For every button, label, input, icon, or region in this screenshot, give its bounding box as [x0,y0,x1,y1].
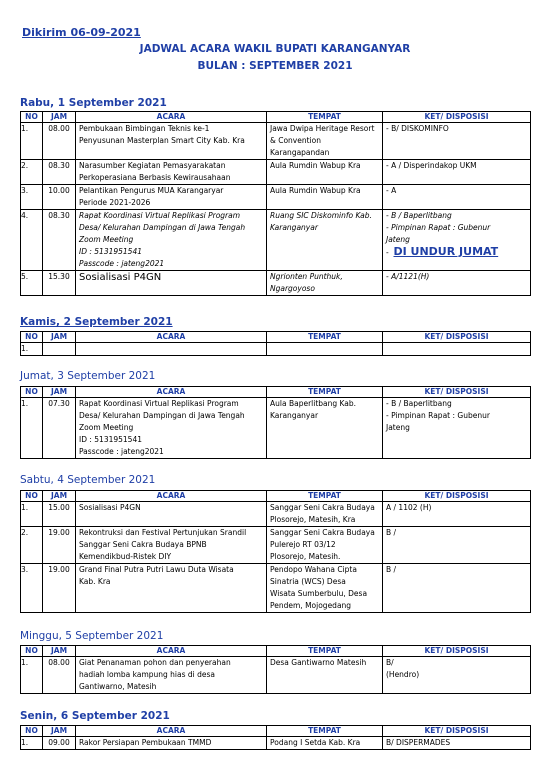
row-event [76,527,267,564]
table-row [21,398,531,459]
event-line: ID : 5131951541 [79,247,142,256]
row-time: 15.30 [43,271,76,296]
row-no: 1. [21,657,43,694]
place-line: Desa Gantiwarno Matesih [270,658,367,667]
col-acara: ACARA [76,112,267,123]
row-place [267,185,383,210]
event-line: Rekontruksi dan Festival Pertunjukan Srandil [79,528,247,537]
col-acara: ACARA [76,332,267,343]
row-event [76,398,267,459]
place-line: Pulerejo RT 03/12 [270,540,336,549]
day-heading: Sabtu, 4 September 2021 [20,474,156,486]
row-place [267,527,383,564]
place-line: Ngrionten Punthuk, [270,272,343,281]
row-note: B/ DISPERMADES [383,737,531,750]
row-note [383,160,531,185]
event-line: Passcode : jateng2021 [79,447,164,456]
note-line: B/ [386,658,394,667]
row-no: 2. [21,160,43,185]
event-line: Zoom Meeting [79,235,134,244]
day-heading: Kamis, 2 September 2021 [20,316,173,328]
page-title: JADWAL ACARA WAKIL BUPATI KARANGANYAR [139,43,411,55]
schedule-table [20,331,531,356]
place-line: Pendem, Mojogedang [270,601,352,610]
row-time: 15.00 [43,502,76,527]
row-no: 1. [21,343,43,356]
page-subtitle: BULAN : SEPTEMBER 2021 [197,60,353,72]
row-no: 1. [21,502,43,527]
col-tempat: TEMPAT [267,112,383,123]
table-row [21,123,531,160]
row-no: 1. [21,123,43,160]
col-acara: ACARA [76,491,267,502]
col-jam: JAM [43,726,76,737]
place-line: Aula Baperlitbang Kab. [270,399,357,408]
event-line: Grand Final Putra Putri Lawu Duta Wisata [79,565,234,574]
day-heading: Senin, 6 September 2021 [20,710,170,722]
row-place [267,123,383,160]
row-place [267,160,383,185]
postponed-note: DI UNDUR JUMAT [393,245,499,258]
table-row [21,343,531,356]
col-tempat: TEMPAT [267,726,383,737]
table-row [21,185,531,210]
event-line: Perkoperasiana Berbasis Kewirausahaan [79,173,231,182]
place-line: Plosorejo, Matesih, Kra [270,515,356,524]
col-ket: KET/ DISPOSISI [383,646,531,657]
row-event [76,271,267,296]
note-line: Jateng [386,423,410,432]
row-event [76,185,267,210]
col-jam: JAM [43,387,76,398]
schedule-table [20,111,531,296]
note-line: B / [386,528,397,537]
table-row [21,527,531,564]
col-no: NO [21,112,43,123]
row-no: 4. [21,210,43,271]
place-line: Ruang SIC Diskominfo Kab. [270,211,372,220]
col-jam: JAM [43,332,76,343]
place-line: Pendopo Wahana Cipta [270,565,357,574]
event-line: Kemendikbud-Ristek DIY [79,552,172,561]
table-row [21,160,531,185]
place-line: Karanganyar [270,223,318,232]
schedule-table [20,725,531,750]
event-line: Pelantikan Pengurus MUA Karangaryar [79,186,224,195]
col-jam: JAM [43,491,76,502]
event-line: Passcode : jateng2021 [79,259,165,268]
col-no: NO [21,387,43,398]
col-no: NO [21,491,43,502]
col-tempat: TEMPAT [267,491,383,502]
place-line: Jawa Dwipa Heritage Resort [270,124,375,133]
col-tempat: TEMPAT [267,387,383,398]
row-note [383,527,531,564]
row-place [267,564,383,613]
col-ket: KET/ DISPOSISI [383,112,531,123]
col-no: NO [21,646,43,657]
row-place [267,502,383,527]
row-note: - B / Baperlitbang - Pimpinan Rapat : Gubenur Jateng - DI UNDUR JUMAT [383,210,531,271]
row-place [267,210,383,271]
col-no: NO [21,726,43,737]
note-line: - A [386,186,397,195]
col-acara: ACARA [76,726,267,737]
table-row [21,271,531,296]
event-line: Gantiwarno, Matesih [79,682,157,691]
row-event [76,210,267,271]
row-time: 08.30 [43,160,76,185]
row-no: 1. [21,398,43,459]
table-header [21,646,531,657]
schedule-table [20,645,531,694]
row-note [383,657,531,694]
place-line: Aula Rumdin Wabup Kra [270,161,361,170]
row-no: 5. [21,271,43,296]
row-no: 1. [21,737,43,750]
note-line: - Pimpinan Rapat : Gubenur [386,223,491,232]
table-header [21,491,531,502]
row-time: 08.00 [43,123,76,160]
row-event [76,123,267,160]
row-time: 08.00 [43,657,76,694]
place-line: Sanggar Seni Cakra Budaya [270,503,375,512]
row-note [383,271,531,296]
place-line: Plosorejo, Matesih. [270,552,341,561]
row-no: 3. [21,185,43,210]
col-tempat: TEMPAT [267,332,383,343]
place-line: Sinatria (WCS) Desa [270,577,346,586]
col-tempat: TEMPAT [267,646,383,657]
row-time: 08.30 [43,210,76,271]
event-line: Sosialisasi P4GN [79,272,162,283]
place-line: & Convention [270,136,321,145]
table-header [21,332,531,343]
row-event [76,343,267,356]
event-line: Sosialisasi P4GN [79,503,141,512]
place-line: Karanganyar [270,411,319,420]
event-line: Periode 2021-2026 [79,198,151,207]
note-line: Jateng [386,235,410,244]
note-line: - B / Baperlitbang [386,211,452,220]
event-line: Zoom Meeting [79,423,134,432]
event-line: Desa/ Kelurahan Dampingan di Jawa Tengah [79,411,245,420]
row-place [267,657,383,694]
event-line: Pembukaan Bimbingan Teknis ke-1 [79,124,210,133]
event-line: Desa/ Kelurahan Dampingan di Jawa Tengah [79,223,246,232]
row-time [43,343,76,356]
row-time: 10.00 [43,185,76,210]
row-time: 07.30 [43,398,76,459]
sent-date: Dikirim 06-09-2021 [22,26,141,39]
col-acara: ACARA [76,646,267,657]
table-row [21,210,531,271]
row-time: 09.00 [43,737,76,750]
col-acara: ACARA [76,387,267,398]
note-line: - A / Disperindakop UKM [386,161,477,170]
row-event [76,657,267,694]
note-line: - B/ DISKOMINFO [386,124,449,133]
table-header [21,387,531,398]
event-line: Narasumber Kegiatan Pemasyarakatan [79,161,226,170]
place-line: Aula Rumdin Wabup Kra [270,186,361,195]
row-place [267,343,383,356]
schedule-table [20,490,531,613]
table-row [21,502,531,527]
table-header [21,726,531,737]
col-jam: JAM [43,112,76,123]
event-line: Rapat Koordinasi Virtual Replikasi Program [79,211,241,220]
row-note [383,185,531,210]
row-event [76,564,267,613]
col-no: NO [21,332,43,343]
row-no: 3. [21,564,43,613]
note-line: (Hendro) [386,670,420,679]
place-line: Karangapandan [270,148,330,157]
event-line: Kab. Kra [79,577,111,586]
col-ket: KET/ DISPOSISI [383,332,531,343]
row-event [76,160,267,185]
note-line: A / 1102 (H) [386,503,432,512]
row-place [267,398,383,459]
event-line: Rapat Koordinasi Virtual Replikasi Program [79,399,239,408]
row-note [383,398,531,459]
row-place: Podang I Setda Kab. Kra [267,737,383,750]
event-line: ID : 5131951541 [79,435,142,444]
row-note [383,502,531,527]
place-line: Wisata Sumberbulu, Desa [270,589,368,598]
row-no: 2. [21,527,43,564]
schedule-table [20,386,531,459]
event-line: hadiah lomba kampung hias di desa [79,670,216,679]
table-row [21,737,531,750]
event-line: Giat Penanaman pohon dan penyerahan [79,658,231,667]
row-time: 19.00 [43,527,76,564]
table-header [21,112,531,123]
row-event [76,502,267,527]
place-line: Ngargoyoso [270,284,315,293]
row-place [267,271,383,296]
note-line: - Pimpinan Rapat : Gubenur [386,411,490,420]
day-heading: Minggu, 5 September 2021 [20,630,164,642]
col-ket: KET/ DISPOSISI [383,387,531,398]
note-line: - A/1121(H) [386,272,430,281]
table-row [21,657,531,694]
row-note [383,123,531,160]
day-heading: Rabu, 1 September 2021 [20,97,167,109]
note-line: B / [386,565,397,574]
row-note [383,564,531,613]
table-row [21,564,531,613]
day-heading: Jumat, 3 September 2021 [20,370,156,382]
row-note [383,343,531,356]
event-line: Penyusunan Masterplan Smart City Kab. Kra [79,136,245,145]
note-line: - B / Baperlitbang [386,399,452,408]
event-line: Sanggar Seni Cakra Budaya BPNB [79,540,207,549]
col-jam: JAM [43,646,76,657]
row-event: Rakor Persiapan Pembukaan TMMD [76,737,267,750]
col-ket: KET/ DISPOSISI [383,491,531,502]
col-ket: KET/ DISPOSISI [383,726,531,737]
row-time: 19.00 [43,564,76,613]
place-line: Sanggar Seni Cakra Budaya [270,528,375,537]
